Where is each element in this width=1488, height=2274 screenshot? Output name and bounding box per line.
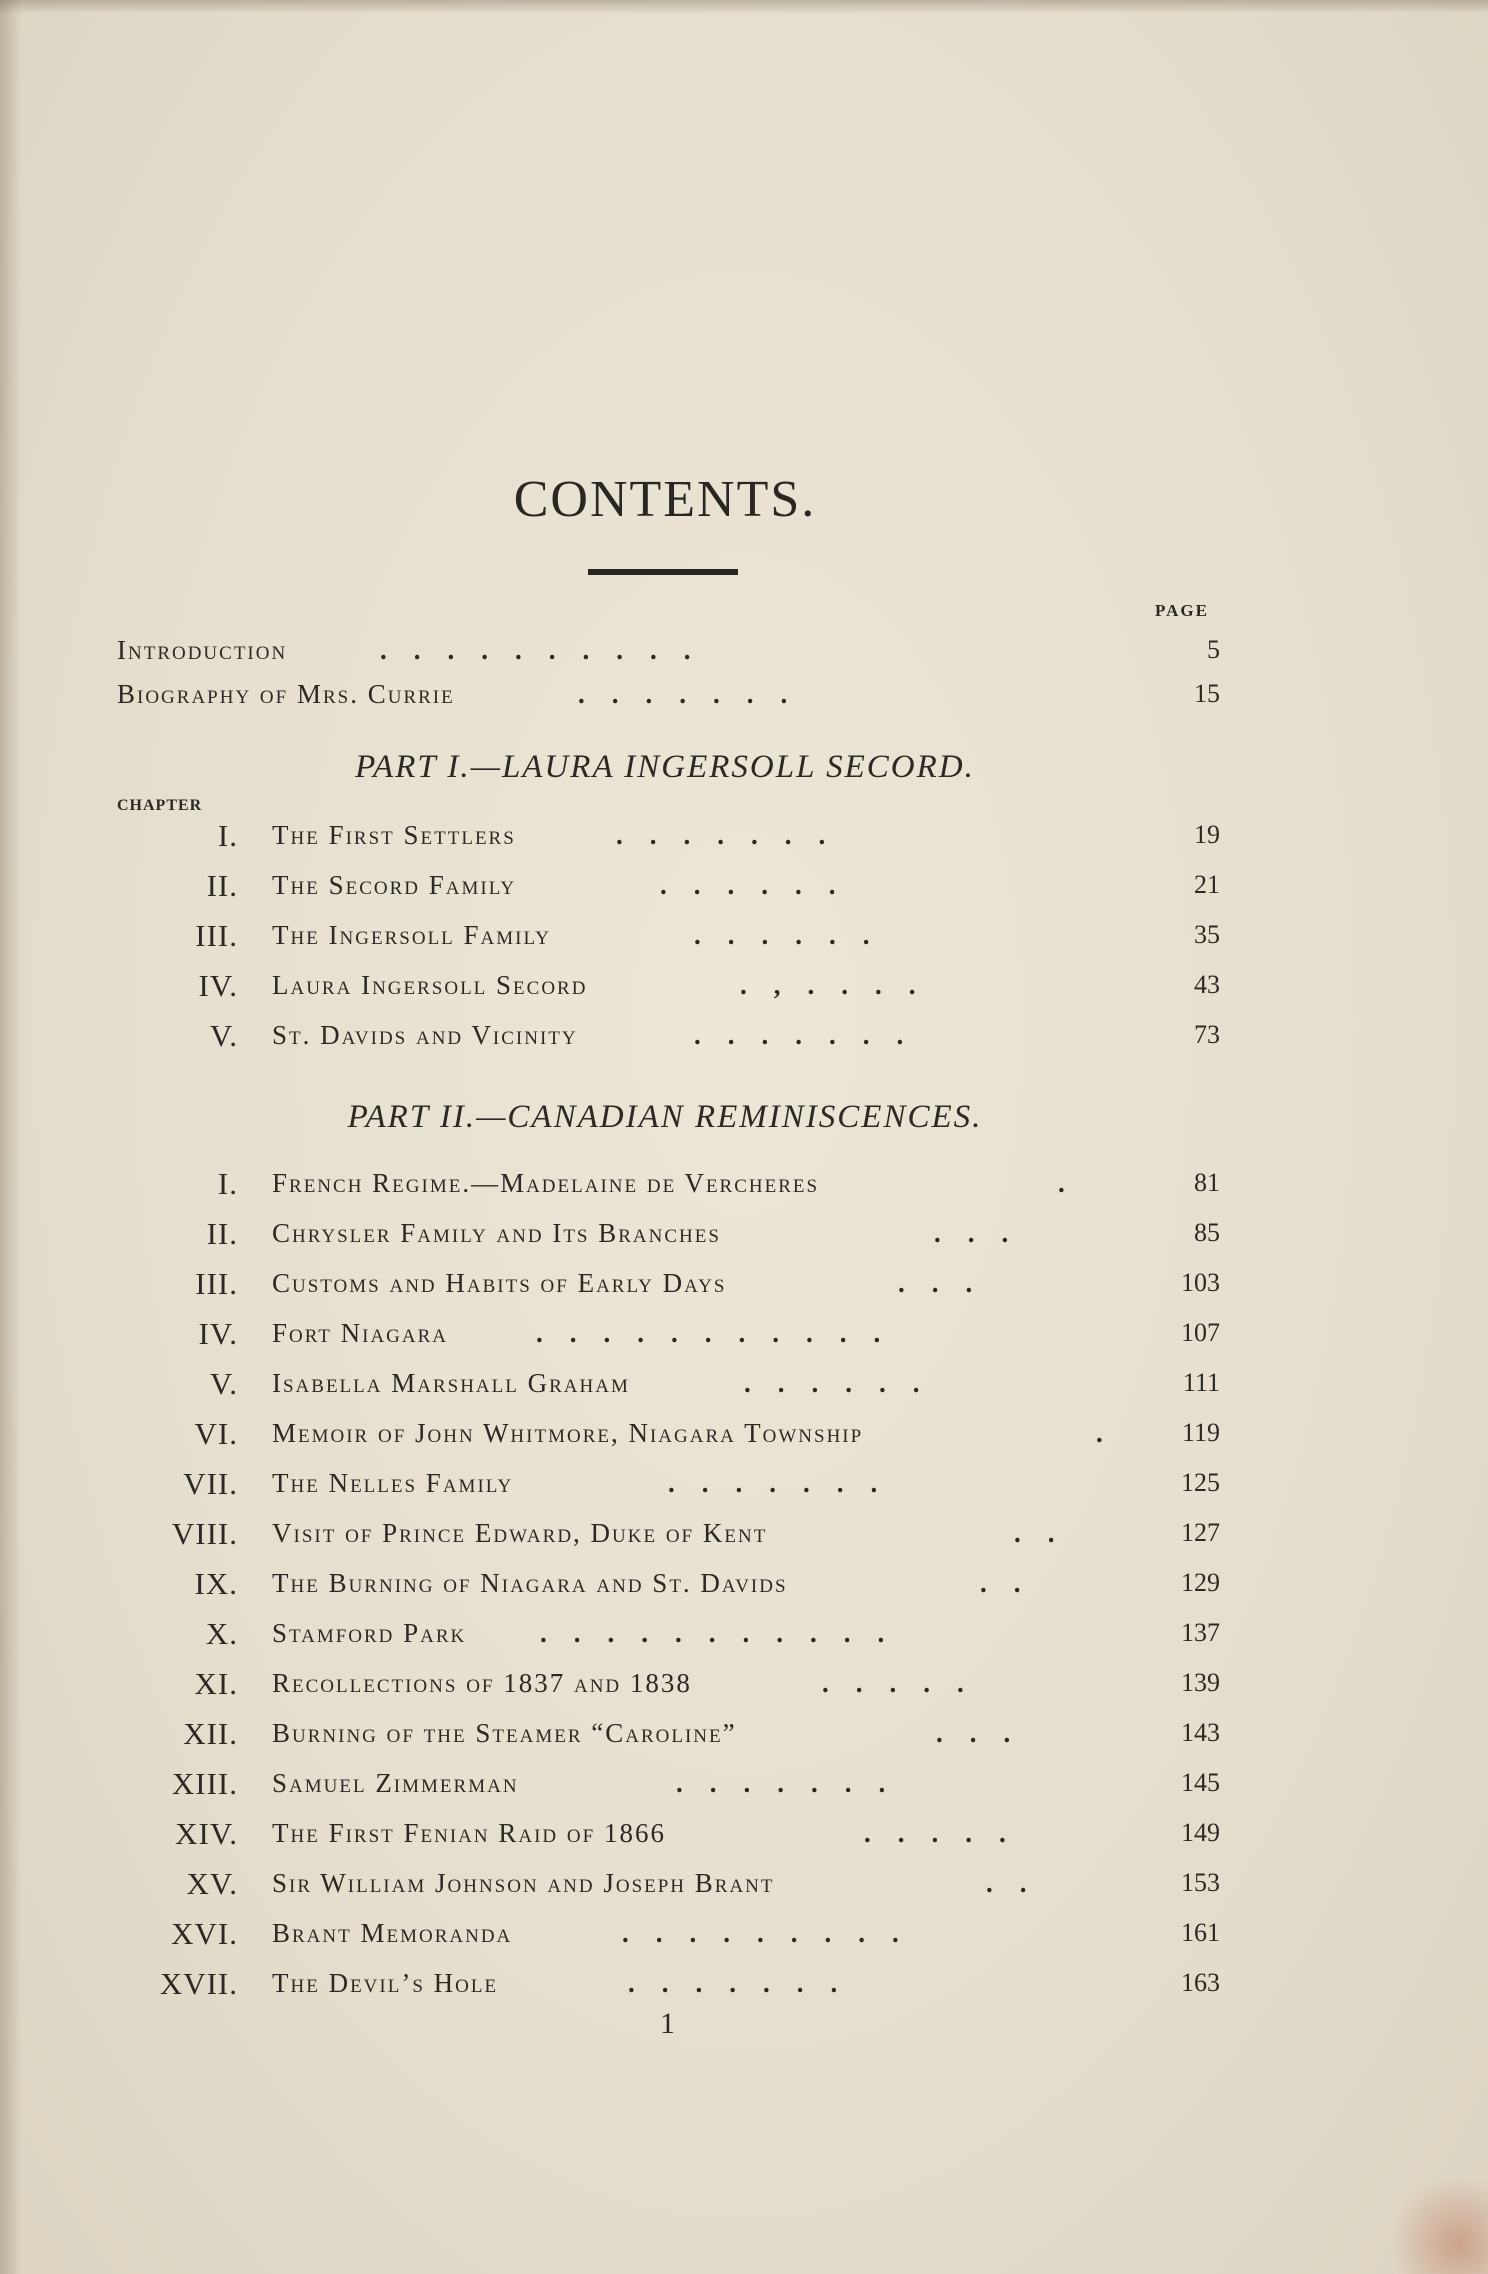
toc-chapter-row: [0, 1566, 1488, 1606]
chapter-page: 143: [1181, 1718, 1220, 1747]
chapter-page: 119: [1181, 1418, 1220, 1447]
chapter-number: XI.: [194, 1666, 238, 1701]
chapter-page: 103: [1181, 1268, 1220, 1297]
chapter-page: 145: [1181, 1768, 1220, 1797]
toc-chapter-row: [0, 968, 1488, 1008]
chapter-title: The First Settlers: [272, 820, 516, 850]
chapter-number: IX.: [194, 1566, 238, 1601]
chapter-number: III.: [195, 1266, 238, 1301]
toc-entry-page: 15: [1194, 679, 1220, 708]
toc-chapter-row: [0, 1316, 1488, 1356]
chapter-title: Memoir of John Whitmore, Niagara Township: [272, 1418, 864, 1448]
chapter-number: XII.: [183, 1716, 238, 1751]
toc-entry-title: Introduction: [117, 635, 288, 665]
leader-dots: . . . . . .: [694, 920, 870, 950]
leader-dots: . . . . . . .: [628, 1968, 838, 1998]
leader-dots: . . . . .: [864, 1818, 1006, 1848]
leader-dots: . . .: [898, 1268, 973, 1298]
chapter-number: VI.: [194, 1416, 238, 1451]
toc-chapter-row: [0, 868, 1488, 908]
leader-dots: . . . . . .: [660, 870, 836, 900]
toc-entry-introduction: [0, 633, 1488, 673]
toc-chapter-row: [0, 818, 1488, 858]
chapter-page: 107: [1181, 1318, 1220, 1347]
chapter-title: Burning of the Steamer “Caroline”: [272, 1718, 737, 1748]
leader-dots: . . . . . . .: [616, 820, 826, 850]
chapter-page: 149: [1181, 1818, 1220, 1847]
chapter-number: XIV.: [175, 1816, 238, 1851]
chapter-page: 21: [1194, 870, 1220, 899]
toc-chapter-row: [0, 1866, 1488, 1906]
toc-chapter-row: [0, 1366, 1488, 1406]
chapter-page: 35: [1194, 920, 1220, 949]
chapter-title: Brant Memoranda: [272, 1918, 513, 1948]
toc-chapter-row: [0, 1266, 1488, 1306]
corner-stain: [1388, 2174, 1488, 2274]
chapter-page: 137: [1181, 1618, 1220, 1647]
leader-dots: . , . . . .: [740, 970, 916, 1000]
leader-dots: . . . . . . .: [668, 1468, 878, 1498]
page-number: 1: [660, 2007, 675, 2040]
chapter-number: XV.: [186, 1866, 238, 1901]
chapter-title: Visit of Prince Edward, Duke of Kent: [272, 1518, 768, 1548]
chapter-title: The Secord Family: [272, 870, 517, 900]
chapter-number: II.: [206, 868, 238, 903]
leader-dots: . . . . . . . . . . .: [540, 1618, 885, 1648]
toc-chapter-row: [0, 1416, 1488, 1456]
chapter-number: IV.: [198, 968, 238, 1003]
title-rule: [588, 569, 738, 575]
chapter-page: 129: [1181, 1568, 1220, 1597]
chapter-page: 43: [1194, 970, 1220, 999]
chapter-number: XIII.: [171, 1766, 238, 1801]
leader-dots: .: [1096, 1418, 1103, 1448]
chapter-number: I.: [217, 1166, 238, 1201]
chapter-title: Isabella Marshall Graham: [272, 1368, 630, 1398]
chapter-number: IV.: [198, 1316, 238, 1351]
chapter-title: Customs and Habits of Early Days: [272, 1268, 727, 1298]
leader-dots: . .: [986, 1868, 1027, 1898]
chapter-title: The Nelles Family: [272, 1468, 514, 1498]
leader-dots: . . . . . . .: [676, 1768, 886, 1798]
chapter-number: XVI.: [171, 1916, 238, 1951]
toc-chapter-row: [0, 1216, 1488, 1256]
chapter-number: I.: [217, 818, 238, 853]
toc-entry-title: Biography of Mrs. Currie: [117, 679, 455, 709]
chapter-number: III.: [195, 918, 238, 953]
chapter-number: II.: [206, 1216, 238, 1251]
leader-dots: . . .: [936, 1718, 1011, 1748]
chapter-title: Laura Ingersoll Secord: [272, 970, 588, 1000]
toc-entry-biography: [0, 677, 1488, 717]
toc-chapter-row: [0, 1966, 1488, 2006]
chapter-page: 85: [1194, 1218, 1220, 1247]
leader-dots: . . . . . .: [744, 1368, 920, 1398]
leader-dots: . . . . .: [822, 1668, 964, 1698]
toc-chapter-row: [0, 918, 1488, 958]
leader-dots: . . . . . . . . . . .: [536, 1318, 881, 1348]
toc-chapter-row: [0, 1466, 1488, 1506]
chapter-title: St. Davids and Vicinity: [272, 1020, 578, 1050]
chapter-page: 125: [1181, 1468, 1220, 1497]
chapter-title: Samuel Zimmerman: [272, 1768, 519, 1798]
leader-dots: . .: [980, 1568, 1021, 1598]
toc-chapter-row: [0, 1166, 1488, 1206]
part-two-heading: PART II.—CANADIAN REMINISCENCES.: [347, 1099, 983, 1135]
chapter-title: Sir William Johnson and Joseph Brant: [272, 1868, 775, 1898]
chapter-title: Recollections of 1837 and 1838: [272, 1668, 692, 1698]
chapter-number: VIII.: [171, 1516, 238, 1551]
toc-chapter-row: [0, 1916, 1488, 1956]
toc-chapter-row: [0, 1766, 1488, 1806]
leader-dots: . . . . . . .: [578, 679, 788, 709]
leader-dots: . . . . . . .: [694, 1020, 904, 1050]
chapter-title: The Devil’s Hole: [272, 1968, 499, 1998]
toc-chapter-row: [0, 1666, 1488, 1706]
chapter-page: 161: [1181, 1918, 1220, 1947]
leader-dots: . . . . . . . . .: [622, 1918, 899, 1948]
leader-dots: . .: [1014, 1518, 1055, 1548]
chapter-page: 73: [1194, 1020, 1220, 1049]
page-edge-shadow-top: [0, 0, 1488, 14]
toc-chapter-row: [0, 1816, 1488, 1856]
toc-entry-page: 5: [1207, 635, 1220, 664]
chapter-page: 19: [1194, 820, 1220, 849]
chapter-page: 127: [1181, 1518, 1220, 1547]
chapter-page: 163: [1181, 1968, 1220, 1997]
chapter-number: VII.: [183, 1466, 238, 1501]
chapter-title: The First Fenian Raid of 1866: [272, 1818, 666, 1848]
chapter-column-label: CHAPTER: [117, 797, 203, 814]
part-one-heading: PART I.—LAURA INGERSOLL SECORD.: [355, 749, 975, 785]
chapter-title: Stamford Park: [272, 1618, 467, 1648]
chapter-title: French Regime.—Madelaine de Vercheres: [272, 1168, 820, 1198]
toc-chapter-row: [0, 1018, 1488, 1058]
toc-chapter-row: [0, 1716, 1488, 1756]
chapter-title: Fort Niagara: [272, 1318, 449, 1348]
page-column-label: PAGE: [1155, 601, 1209, 620]
chapter-title: The Burning of Niagara and St. Davids: [272, 1568, 788, 1598]
leader-dots: . . .: [934, 1218, 1009, 1248]
leader-dots: . . . . . . . . . .: [380, 635, 691, 665]
chapter-title: Chrysler Family and Its Branches: [272, 1218, 721, 1248]
chapter-title: The Ingersoll Family: [272, 920, 551, 950]
leader-dots: .: [1058, 1168, 1065, 1198]
chapter-number: XVII.: [159, 1966, 238, 2001]
chapter-number: V.: [209, 1018, 238, 1053]
chapter-page: 111: [1182, 1368, 1220, 1397]
toc-chapter-row: [0, 1516, 1488, 1556]
page-title: CONTENTS.: [513, 471, 817, 528]
chapter-page: 81: [1194, 1168, 1220, 1197]
chapter-page: 153: [1181, 1868, 1220, 1897]
chapter-page: 139: [1181, 1668, 1220, 1697]
toc-chapter-row: [0, 1616, 1488, 1656]
chapter-number: V.: [209, 1366, 238, 1401]
chapter-number: X.: [205, 1616, 238, 1651]
